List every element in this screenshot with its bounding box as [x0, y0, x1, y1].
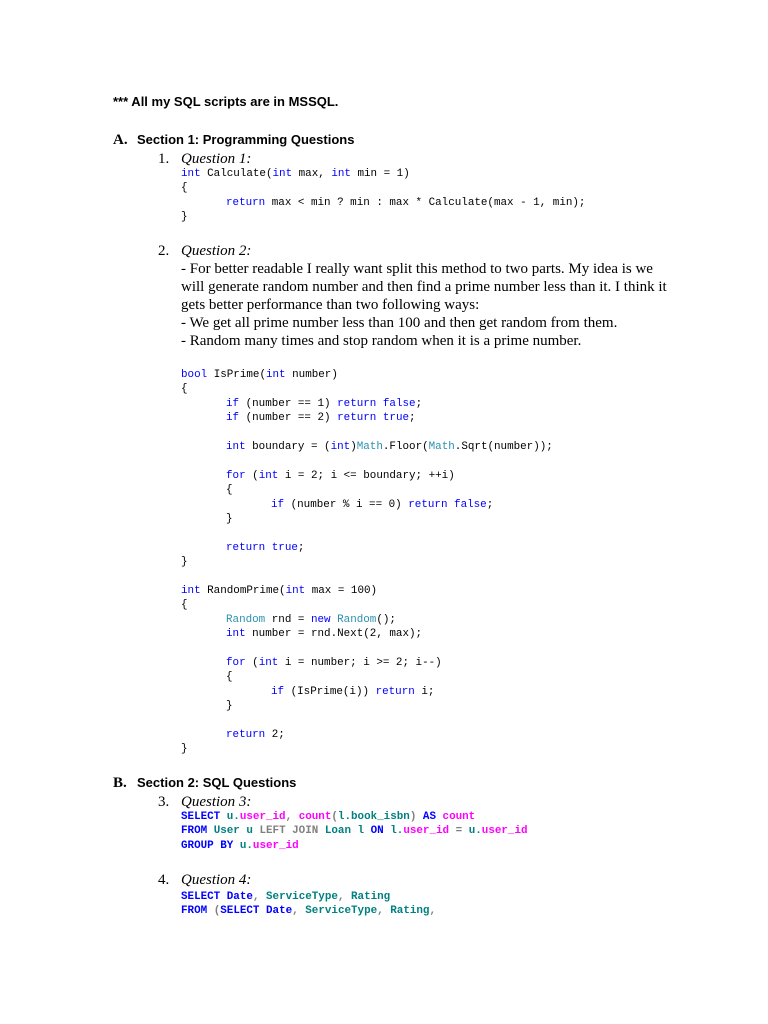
code-token: (number == 1)	[239, 397, 338, 410]
code-token: user_id	[239, 811, 286, 823]
code-token: ,	[337, 891, 345, 903]
paragraph-line: - For better readable I really want split this method to two parts. My idea is we	[181, 261, 653, 277]
code-token: return	[337, 412, 377, 425]
code-token: Rating	[351, 891, 391, 903]
code-token: return	[337, 397, 377, 410]
code-token: bool	[181, 369, 208, 381]
code-token: ON	[370, 825, 384, 838]
code-token: max = 100)	[305, 584, 378, 597]
code-token: i;	[414, 685, 435, 698]
code-token: i = number; i >= 2; i--)	[278, 656, 442, 669]
code-token: ;	[297, 541, 305, 554]
code-line	[181, 728, 553, 742]
code-token	[181, 499, 271, 511]
code-token: int	[181, 584, 201, 597]
code-token: LEFT JOIN	[259, 825, 319, 838]
paragraph-line: gets better performance than two following ways:	[181, 297, 480, 313]
code-token: if	[226, 412, 240, 425]
code-token: false	[454, 498, 487, 511]
sql-block-question-4	[181, 890, 436, 919]
code-line	[181, 584, 553, 598]
code-token: Random	[226, 613, 266, 626]
sql-block-question-3	[181, 810, 528, 853]
code-line	[181, 411, 553, 425]
code-token: }	[181, 743, 188, 756]
code-token	[181, 657, 226, 669]
code-token: Math	[356, 440, 383, 453]
code-token: ;	[415, 397, 423, 410]
code-line	[181, 699, 553, 713]
code-token: return	[408, 498, 448, 511]
code-token: int	[258, 656, 279, 669]
code-token: max,	[292, 168, 332, 180]
code-token: {	[181, 182, 188, 195]
code-line	[181, 440, 553, 454]
code-token: ,	[429, 905, 437, 918]
code-line	[181, 627, 553, 641]
question-number: 2.	[158, 243, 170, 259]
code-line	[181, 742, 553, 756]
question-number: 1.	[158, 151, 170, 167]
code-line	[181, 526, 553, 540]
code-token: (IsPrime(i))	[284, 685, 376, 698]
code-token: boundary = (	[245, 440, 331, 453]
code-line	[181, 598, 553, 612]
code-token: ServiceType	[305, 905, 378, 918]
code-token: count	[442, 811, 476, 823]
code-token: int	[226, 440, 246, 453]
code-token: for	[226, 656, 246, 669]
code-token: (	[213, 905, 221, 918]
code-line	[181, 498, 553, 512]
code-token: l.book_isbn	[337, 811, 410, 823]
code-line	[181, 810, 528, 824]
code-token: Rating	[390, 905, 430, 918]
code-line	[181, 167, 585, 181]
section-letter: A.	[113, 132, 128, 148]
code-token: .Floor(	[382, 440, 429, 453]
code-line	[181, 469, 553, 483]
code-token: rnd =	[265, 613, 311, 626]
code-token: (	[245, 656, 259, 669]
code-token: )	[350, 440, 357, 453]
code-token: User u	[213, 825, 253, 838]
code-token: FROM	[181, 825, 208, 838]
code-token: Calculate(	[200, 168, 273, 180]
code-token: Random	[337, 613, 377, 626]
code-token	[181, 412, 226, 424]
code-token	[181, 628, 226, 640]
code-token: }	[181, 211, 188, 224]
code-token: ServiceType	[266, 891, 338, 903]
code-token: ,	[292, 905, 299, 918]
code-token: ,	[285, 811, 293, 823]
code-token: min = 1)	[350, 168, 410, 180]
code-token: SELECT	[181, 891, 221, 903]
sql-dialect-note: *** All my SQL scripts are in MSSQL.	[113, 94, 339, 109]
code-line	[181, 397, 553, 411]
code-token: int	[272, 168, 293, 180]
question-title: Question 2:	[181, 243, 252, 259]
code-token: (number == 2)	[239, 412, 338, 425]
code-token: ();	[376, 613, 396, 626]
code-token: u.	[226, 811, 240, 823]
code-line	[181, 569, 553, 583]
code-line	[181, 613, 553, 627]
code-token: l.	[390, 825, 404, 838]
code-line	[181, 641, 553, 655]
question-title: Question 4:	[181, 872, 252, 888]
code-token: }	[181, 699, 233, 712]
question-number: 3.	[158, 794, 170, 810]
code-token: .Sqrt(number));	[454, 440, 553, 453]
code-token: {	[181, 484, 233, 497]
code-line	[181, 210, 585, 224]
code-token: }	[181, 512, 233, 525]
question-2-explanation	[181, 260, 667, 350]
code-token: {	[181, 383, 188, 396]
code-token: false	[382, 397, 416, 410]
code-token: i = 2; i <= boundary; ++i)	[278, 469, 455, 482]
code-token: int	[330, 440, 351, 453]
code-token: count	[298, 811, 332, 823]
code-token: return	[375, 685, 415, 698]
code-line	[181, 656, 553, 670]
code-token: int	[258, 469, 279, 482]
code-token: ,	[377, 905, 384, 918]
code-line	[181, 541, 553, 555]
code-token	[181, 686, 271, 698]
code-token: user_id	[403, 825, 450, 838]
code-token: int	[285, 584, 306, 597]
code-token: int	[265, 369, 286, 381]
code-line	[181, 512, 553, 526]
code-token	[181, 729, 226, 741]
code-token: if	[226, 397, 240, 410]
code-token	[181, 197, 226, 209]
code-token: number = rnd.Next(2, max);	[245, 628, 423, 641]
paragraph-line: - We get all prime number less than 100 and then get random from them.	[181, 315, 618, 331]
code-token: Date	[266, 905, 293, 918]
code-line	[181, 824, 528, 838]
code-token: FROM	[181, 905, 208, 918]
code-token: (	[245, 469, 259, 482]
section-letter: B.	[113, 775, 127, 791]
code-line	[181, 454, 553, 468]
code-line	[181, 181, 585, 195]
paragraph-line: will generate random number and then find a prime number less than it. I think it	[181, 279, 667, 295]
question-title: Question 1:	[181, 151, 252, 167]
code-token: SELECT	[181, 811, 221, 823]
code-token: user_id	[252, 839, 299, 852]
code-token: return	[226, 196, 266, 209]
code-line	[181, 904, 436, 918]
code-block-question-2	[181, 368, 553, 757]
code-line	[181, 483, 553, 497]
code-token: AS	[422, 811, 436, 823]
code-token: {	[181, 599, 188, 612]
question-number: 4.	[158, 872, 170, 888]
code-line	[181, 685, 553, 699]
code-token: {	[181, 671, 233, 684]
code-token: max < min ? min : max * Calculate(max - 1, min);	[265, 196, 586, 209]
code-token: )	[409, 811, 417, 823]
code-token: ;	[486, 498, 494, 511]
code-token: 2;	[265, 728, 285, 741]
code-token: int	[331, 168, 351, 180]
section-title: Section 1: Programming Questions	[137, 132, 355, 147]
code-token	[181, 470, 226, 482]
code-token: new	[310, 613, 331, 626]
code-token: ;	[409, 412, 416, 425]
code-token: int	[226, 628, 246, 641]
code-token: Loan l	[324, 825, 365, 838]
code-line	[181, 555, 553, 569]
code-line	[181, 196, 585, 210]
code-token: (	[331, 811, 338, 823]
code-token: number)	[285, 369, 338, 381]
code-token: return	[226, 541, 266, 554]
code-line	[181, 426, 553, 440]
code-line	[181, 368, 553, 382]
code-token: (number % i == 0)	[284, 498, 409, 511]
code-line	[181, 839, 528, 853]
code-token: if	[271, 498, 285, 511]
code-token: user_id	[481, 825, 528, 838]
code-token: ,	[252, 891, 260, 903]
code-line	[181, 890, 436, 904]
paragraph-line: - Random many times and stop random when it is a prime number.	[181, 333, 582, 349]
code-token: if	[271, 685, 285, 698]
code-token: GROUP BY	[181, 839, 234, 852]
code-token: IsPrime(	[207, 369, 266, 381]
code-token: true	[382, 412, 410, 425]
section-title: Section 2: SQL Questions	[137, 775, 297, 790]
code-line	[181, 382, 553, 396]
code-token: }	[181, 556, 188, 569]
code-token: RandomPrime(	[200, 584, 286, 597]
code-token: true	[271, 541, 298, 554]
code-token: int	[181, 168, 201, 180]
code-token	[181, 542, 226, 554]
code-token: u.	[468, 825, 482, 838]
code-token: for	[226, 469, 246, 482]
code-line	[181, 670, 553, 684]
code-block-question-1	[181, 167, 585, 225]
code-token: =	[455, 825, 463, 838]
code-line	[181, 713, 553, 727]
code-token: Math	[428, 440, 455, 453]
code-token: return	[226, 728, 266, 741]
code-token: SELECT	[220, 905, 260, 918]
code-token	[181, 398, 226, 410]
code-token	[181, 441, 226, 453]
code-token: Date	[226, 891, 253, 903]
code-token	[181, 614, 226, 626]
code-token: u.	[239, 839, 253, 852]
question-title: Question 3:	[181, 794, 252, 810]
